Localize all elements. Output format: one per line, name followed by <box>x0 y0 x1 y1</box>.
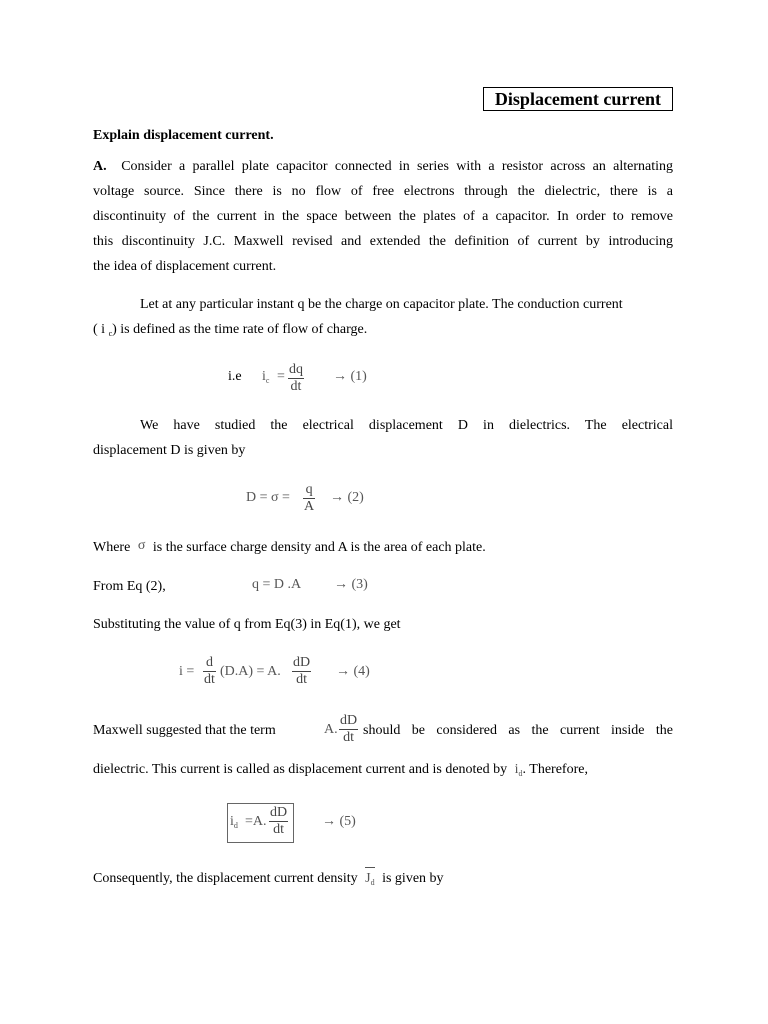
eq5-ref: → (5) <box>322 814 356 829</box>
para1-line1-text: Consider a parallel plate capacitor connected in series with a resistor across an alternating <box>121 159 674 174</box>
equation-5 <box>227 803 387 845</box>
page-title-text: Displacement current <box>494 89 662 109</box>
eq1-equals: = <box>277 369 285 384</box>
eq4-num2: dD <box>293 655 311 670</box>
eq2-num: q <box>305 482 313 497</box>
consequently-before: Consequently, the displacement current density <box>93 871 358 886</box>
para1-line5: the idea of displacement current. <box>93 259 277 274</box>
eq2-ref: → (2) <box>330 490 364 505</box>
eq2-lhs: D = σ = <box>246 490 290 505</box>
para2-line1: Let at any particular instant q be the charge on capacitor plate. The conduction current <box>140 297 623 312</box>
eq1-ref: → (1) <box>333 369 367 384</box>
para2-sub: c <box>108 329 113 338</box>
para1-line2: voltage source. Since there is no flow of free electrons through the dielectric, there is a <box>93 184 673 199</box>
dielectric-line <box>93 757 588 786</box>
where-before: Where <box>93 540 131 555</box>
consequently-line <box>93 866 444 895</box>
eq4-den2: dt <box>296 672 307 687</box>
eq1-num: dq <box>289 362 303 377</box>
where-after: is the surface charge density and A is the area of each plate. <box>152 540 486 555</box>
maxwell-line-start: Maxwell suggested that the term <box>93 723 276 738</box>
id-symbol: $i_d$ <box>514 762 523 778</box>
eq3-ref: → (3) <box>334 577 368 592</box>
eq3-expr: q = D .A <box>252 577 302 592</box>
eq5-lhs: $i_d$ <box>230 814 238 830</box>
eq4-mid: (D.A) = A. <box>220 664 281 679</box>
para1-line3: discontinuity of the current in the space between the plates of a capacitor. In order to remove <box>93 209 673 224</box>
dielectric-after: . Therefore, <box>522 762 588 777</box>
eq2-fraction <box>303 482 315 515</box>
eq4-ref: → (4) <box>336 664 370 679</box>
consequently-after: is given by <box>382 871 444 886</box>
jd-overline <box>365 867 374 868</box>
eq5-fraction <box>269 805 288 838</box>
eq1-prefix: i.e <box>228 369 242 384</box>
equation-4 <box>179 655 399 695</box>
eq1-lhs: $i_c$ <box>262 369 270 385</box>
eq5-num: dD <box>270 805 288 820</box>
maxwell-term-fraction <box>339 713 358 746</box>
from-eq-label: From Eq (2), <box>93 579 166 594</box>
para3-line2: displacement D is given by <box>93 443 246 458</box>
question-heading: Explain displacement current. <box>93 128 274 143</box>
maxwell-num: dD <box>340 713 358 728</box>
eq4-num1: d <box>205 655 213 670</box>
equation-1 <box>228 362 388 402</box>
sigma-symbol: σ <box>137 538 146 553</box>
eq1-fraction <box>288 362 304 395</box>
eq4-lhs: i = <box>179 664 195 679</box>
maxwell-term-prefix: A. <box>324 722 338 737</box>
dielectric-before: dielectric. This current is called as displacement current and is denoted by <box>93 762 508 777</box>
para2-prefix: ( i <box>93 322 106 337</box>
eq5-mid: =A. <box>245 814 267 829</box>
para3-line1: We have studied the electrical displacement D in dielectrics. The electrical <box>140 418 673 433</box>
eq2-den: A <box>304 499 315 514</box>
where-line <box>93 535 486 560</box>
para2-line2 <box>93 317 367 346</box>
maxwell-den: dt <box>343 730 354 745</box>
eq5-den: dt <box>273 822 284 837</box>
para1-line4: this discontinuity J.C. Maxwell revised and extended the definition of current by introducing <box>93 234 673 249</box>
page-title <box>483 87 673 111</box>
eq4-den1: dt <box>204 672 215 687</box>
para2-rest: ) is defined as the time rate of flow of charge. <box>112 322 368 337</box>
eq4-fraction-1 <box>203 655 216 688</box>
maxwell-line-end: should be considered as the current inside the <box>363 723 673 738</box>
answer-label: A. <box>93 159 107 174</box>
eq4-fraction-2 <box>292 655 311 688</box>
para1-line1 <box>93 154 673 179</box>
eq1-den: dt <box>290 379 302 394</box>
jd-symbol: $J_d$ <box>365 866 374 895</box>
equation-2 <box>246 482 386 522</box>
substituting-line: Substituting the value of q from Eq(3) in Eq(1), we get <box>93 617 401 632</box>
